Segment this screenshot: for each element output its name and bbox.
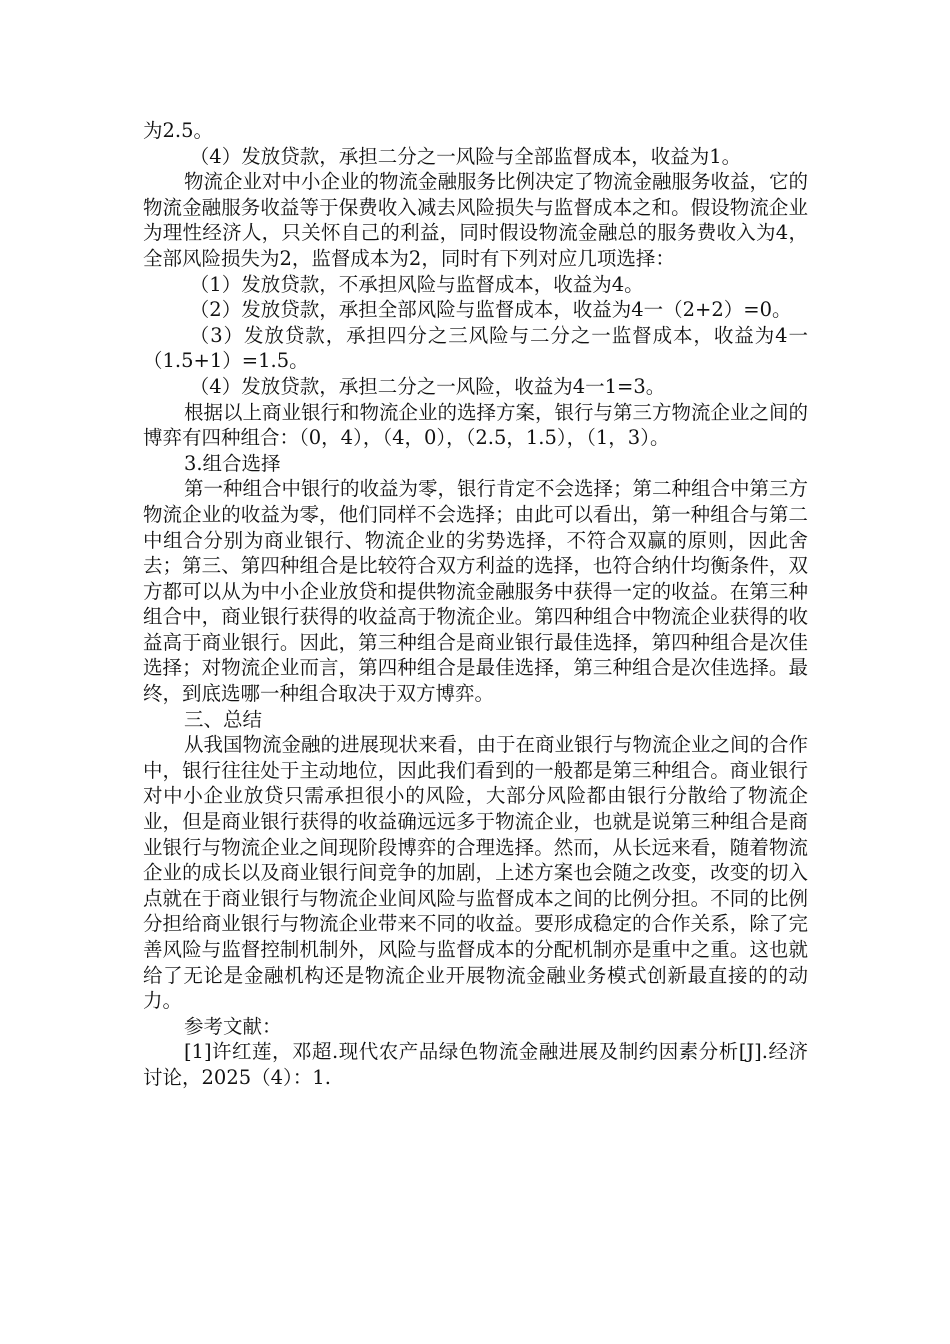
option-4-logistics: （4）发放贷款，承担二分之一风险，收益为4一1=3。 xyxy=(189,374,666,398)
option-1-logistics: （1）发放贷款，不承担风险与监督成本，收益为4。 xyxy=(189,272,644,296)
paragraph-combination-analysis: 第一种组合中银行的收益为零，银行肯定不会选择；第二种组合中第三方物流企业的收益为零，他们同样不会选择；由此可以看出，第一种组合与第二中组合分别为商业银行、物流企业的劣势选择，不符合双赢的原则，因此舍去；第三、第四种组合是比较符合双方利益的选择，也符合纳什均衡条件，双方都可以从为中小企业放贷和提供物流金融服务中获得一定的收益。在第三种组合中，商业银行获得的收益高于物流企业。第四种组合中物流企业获得的收益高于商业银行。因此，第三种组合是商业银行最佳选择，第四种组合是次佳选择；对物流企业而言，第四种组合是最佳选择，第三种组合是次佳选择。最终，到底选哪一种组合取决于双方博弈。 xyxy=(143,477,808,706)
reference-item: [1]许红莲，邓超.现代农产品绿色物流金融进展及制约因素分析[J].经济讨论，2025（4）：1. xyxy=(143,1040,808,1089)
paragraph-logistics-income: 物流企业对中小企业的物流金融服务比例决定了物流金融服务收益，它的物流金融服务收益等于保费收入减去风险损失与监督成本之和。假设物流企业为理性经济人，只关怀自己的利益，同时假设物流金融总的服务费收入为4，全部风险损失为2，监督成本为2，同时有下列对应几项选择： xyxy=(143,170,808,270)
option-2-logistics: （2）发放贷款，承担全部风险与监督成本，收益为4一（2+2）=0。 xyxy=(189,298,792,322)
section-heading-summary: 三、总结 xyxy=(183,707,262,731)
paragraph-combinations: 根据以上商业银行和物流企业的选择方案，银行与第三方物流企业之间的博弈有四种组合：（0，4），（4，0），（2.5，1.5），（1，3）。 xyxy=(143,400,808,450)
references-heading: 参考文献： xyxy=(183,1014,282,1038)
document-body xyxy=(143,118,808,1091)
section-heading-combination-choice: 3.组合选择 xyxy=(183,451,281,475)
option-4-bank: （4）发放贷款，承担二分之一风险与全部监督成本，收益为1。 xyxy=(189,144,742,168)
paragraph-summary: 从我国物流金融的进展现状来看，由于在商业银行与物流企业之间的合作中，银行往往处于主动地位，因此我们看到的一般都是第三种组合。商业银行对中小企业放贷只需承担很小的风险，大部分风险都由银行分散给了物流企业，但是商业银行获得的收益确远远多于物流企业，也就是说第三种组合是商业银行与物流企业之间现阶段博弈的合理选择。然而，从长远来看，随着物流企业的成长以及商业银行间竞争的加剧，上述方案也会随之改变，改变的切入点就在于商业银行与物流企业间风险与监督成本之间的比例分担。不同的比例分担给商业银行与物流企业带来不同的收益。要形成稳定的合作关系，除了完善风险与监督控制机制外，风险与监督成本的分配机制亦是重中之重。这也就给了无论是金融机构还是物流企业开展物流金融业务模式创新最直接的的动力。 xyxy=(143,733,808,1013)
paragraph-continuation: 为2.5。 xyxy=(143,119,214,142)
option-3-logistics: （3）发放贷款，承担四分之三风险与二分之一监督成本，收益为4一（1.5+1）=1.5。 xyxy=(143,323,808,373)
